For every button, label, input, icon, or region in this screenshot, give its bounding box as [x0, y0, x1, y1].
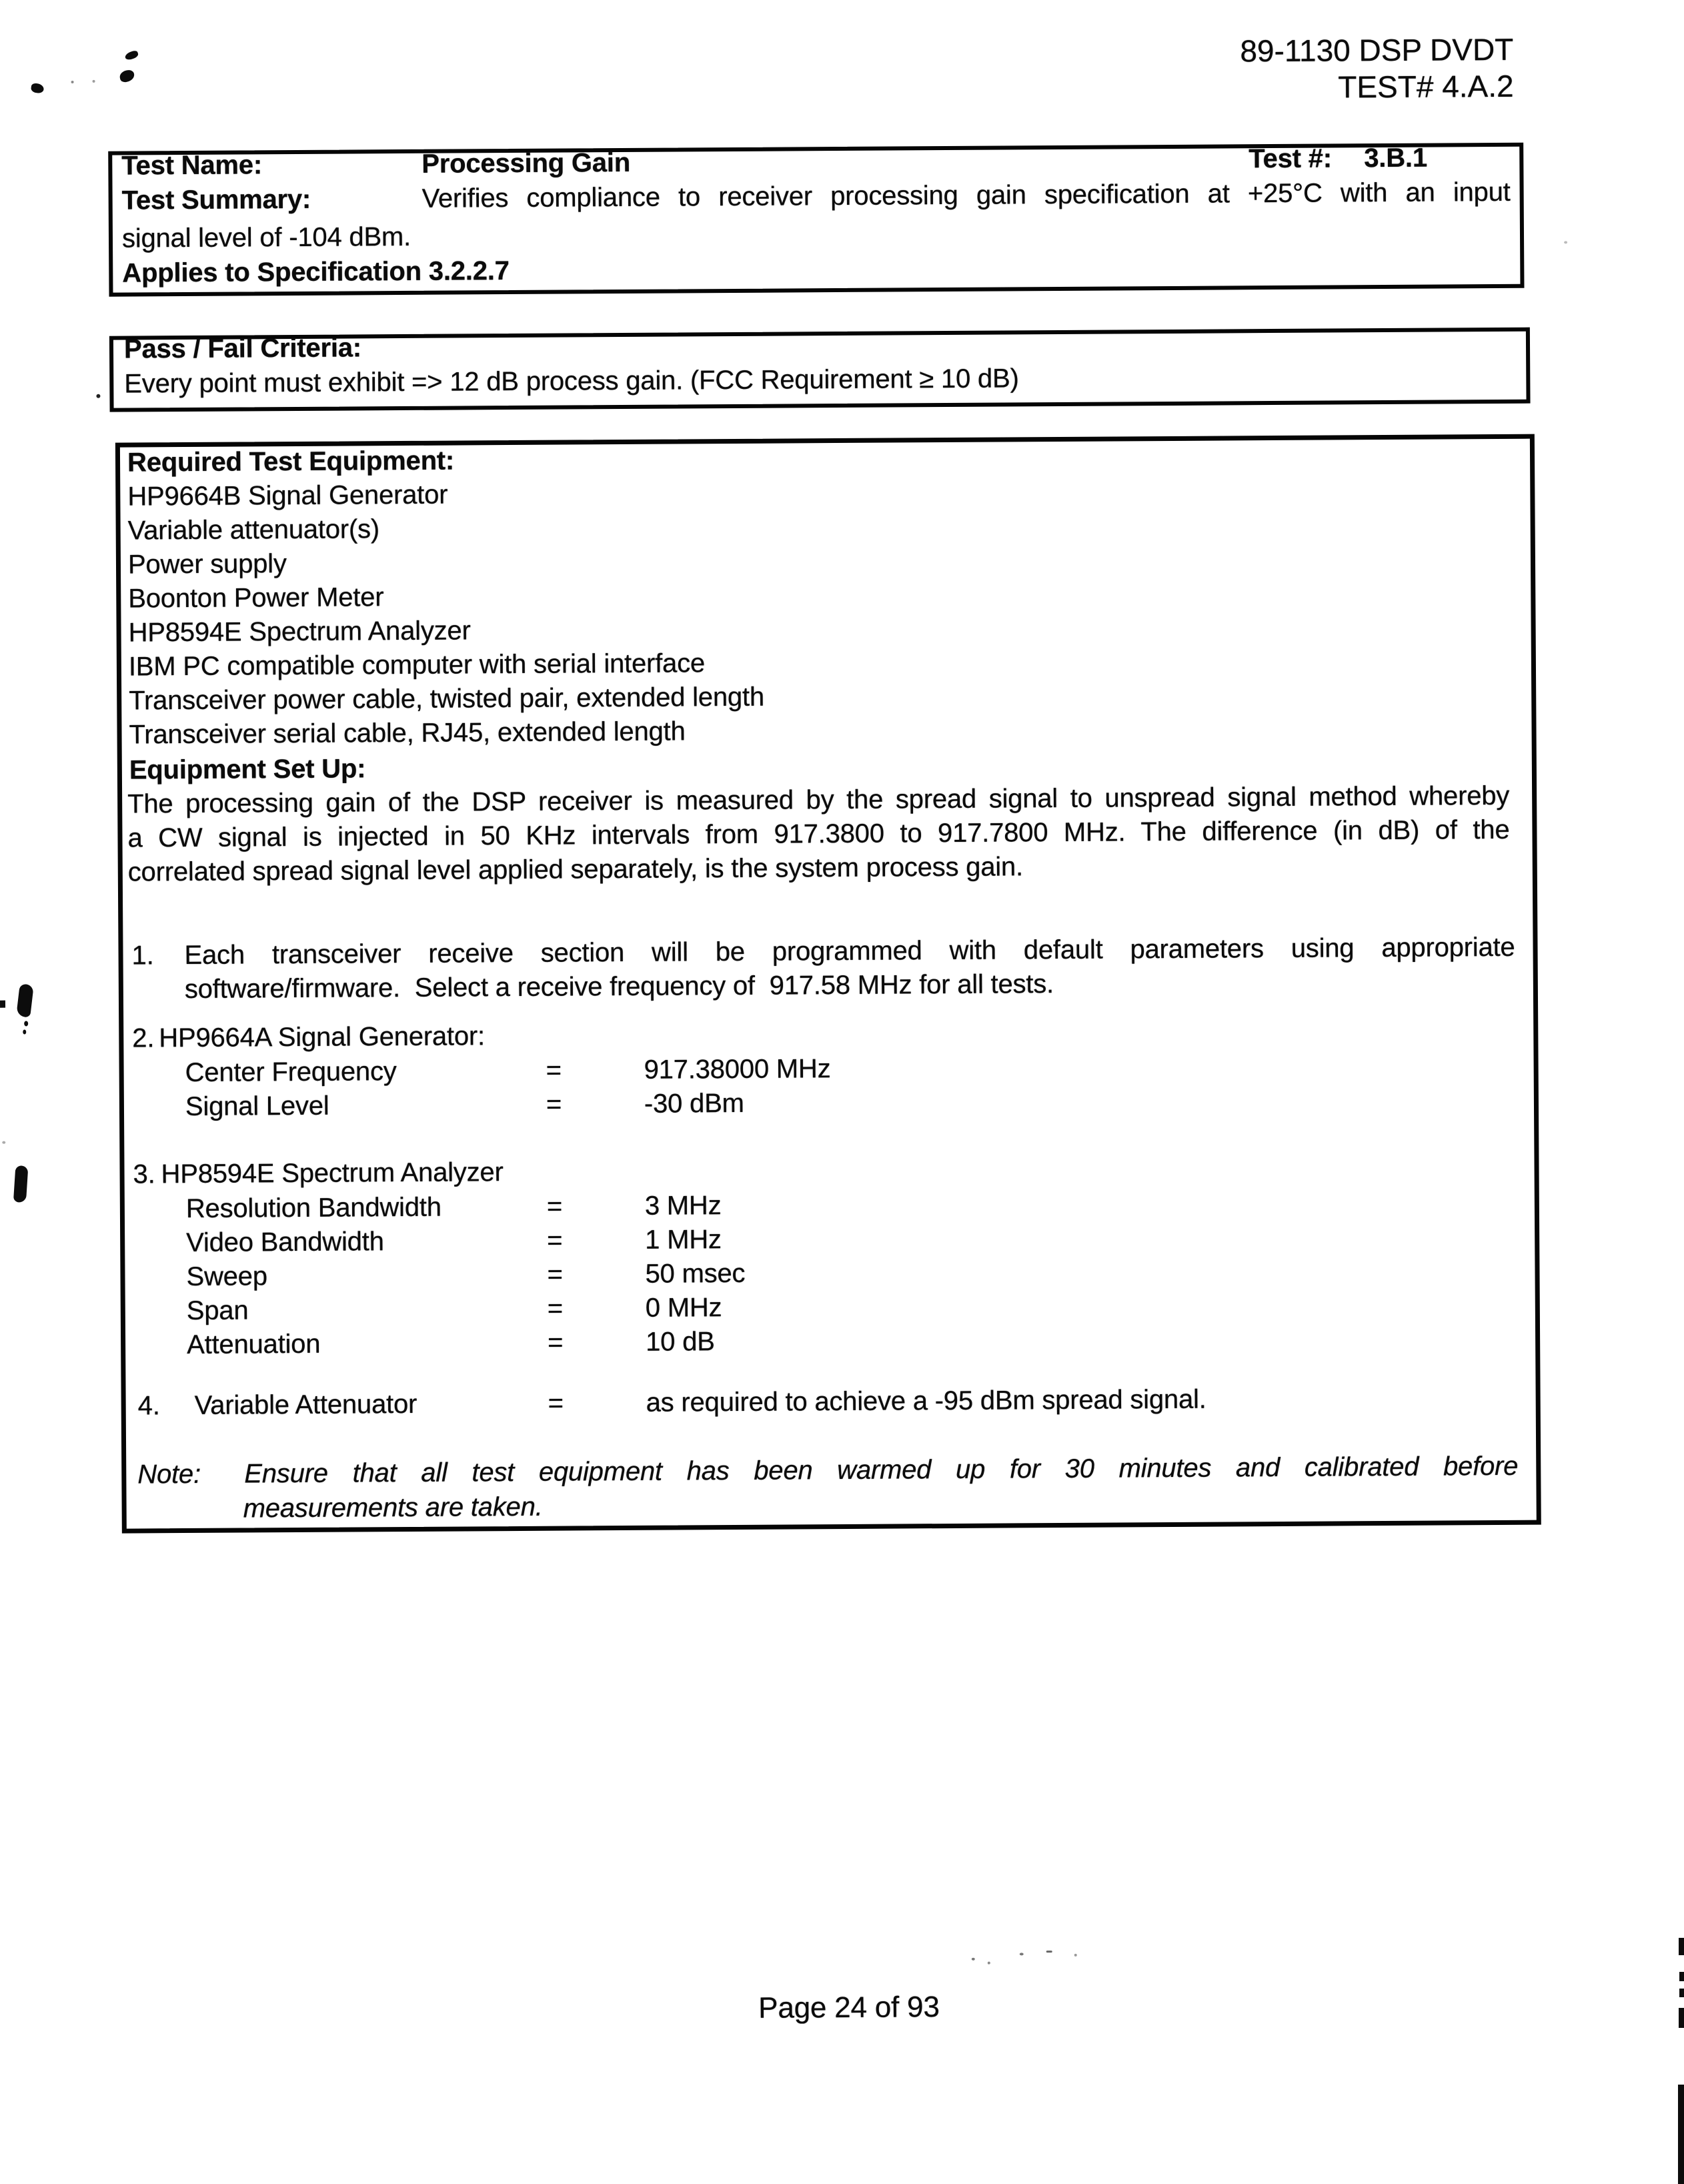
- step1-line1: Each transceiver receive section will be programmed with default parameters using appropriate: [184, 932, 1515, 971]
- step4-label: Variable Attenuator: [194, 1389, 417, 1420]
- setup-paragraph-line: The processing gain of the DSP receiver is measured by the spread signal to unspread signal method whereby: [127, 780, 1510, 819]
- test-number-value: 3.B.1: [1364, 143, 1428, 173]
- test-info-box: [108, 143, 1524, 297]
- ink-blob: [13, 1165, 28, 1203]
- setup-title: Equipment Set Up:: [129, 754, 366, 785]
- equipment-item: Boonton Power Meter: [128, 582, 384, 614]
- ink-dot: [96, 394, 100, 398]
- step3-number: 3.: [133, 1159, 155, 1189]
- test-reference: TEST# 4.A.2: [1338, 68, 1514, 105]
- param-label: Center Frequency: [185, 1057, 397, 1088]
- step3-title: HP8594E Spectrum Analyzer: [161, 1157, 504, 1189]
- equals-sign: =: [548, 1388, 564, 1418]
- scan-edge-artifact: [1679, 2008, 1684, 2028]
- ink-dot: [24, 1021, 28, 1026]
- param-value: 50 msec: [645, 1258, 746, 1289]
- test-name-label: Test Name:: [121, 150, 263, 181]
- note-line2: measurements are taken.: [243, 1492, 543, 1524]
- equals-sign: =: [547, 1327, 564, 1357]
- param-label: Signal Level: [185, 1091, 329, 1122]
- applies-to-specification: Applies to Specification 3.2.2.7: [122, 256, 510, 288]
- test-summary-label: Test Summary:: [121, 184, 311, 215]
- param-value: 1 MHz: [645, 1225, 722, 1255]
- setup-paragraph-line: correlated spread signal level applied separately, is the system process gain.: [127, 852, 1024, 887]
- test-summary-line2: signal level of -104 dBm.: [121, 221, 411, 253]
- param-value: 917.38000 MHz: [644, 1054, 831, 1085]
- param-value: -30 dBm: [644, 1088, 744, 1119]
- equipment-item: Transceiver power cable, twisted pair, extended length: [129, 682, 765, 716]
- pass-fail-box: [109, 328, 1531, 412]
- equipment-item: IBM PC compatible computer with serial interface: [128, 648, 706, 682]
- param-value: 3 MHz: [644, 1191, 722, 1221]
- page-indicator: Page 24 of 93: [758, 1991, 940, 2025]
- param-value: 0 MHz: [645, 1293, 722, 1323]
- ink-dot: [23, 1029, 26, 1034]
- equals-sign: =: [546, 1089, 562, 1119]
- equals-sign: =: [546, 1055, 562, 1085]
- ink-blob: [16, 983, 34, 1017]
- step1-line2: software/firmware. Select a receive frequency of 917.58 MHz for all tests.: [184, 969, 1054, 1005]
- step1-number: 1.: [131, 941, 154, 971]
- pass-fail-criteria: Every point must exhibit => 12 dB process gain. (FCC Requirement ≥ 10 dB): [124, 364, 1019, 399]
- equipment-item: HP8594E Spectrum Analyzer: [128, 616, 471, 648]
- equals-sign: =: [547, 1259, 563, 1289]
- test-summary-line1: Verifies compliance to receiver processing gain specification at +25°C with an input: [422, 177, 1511, 213]
- test-name-value: Processing Gain: [422, 147, 631, 179]
- step4-value: as required to achieve a -95 dBm spread signal.: [646, 1384, 1206, 1418]
- note-line1: Ensure that all test equipment has been warmed up for 30 minutes and calibrated before: [244, 1451, 1519, 1489]
- equipment-item: HP9664B Signal Generator: [127, 480, 448, 512]
- scan-edge-artifact: [1679, 1972, 1684, 1981]
- param-label: Resolution Bandwidth: [185, 1192, 442, 1224]
- ink-dot: [0, 1001, 5, 1008]
- equals-sign: =: [547, 1225, 563, 1255]
- scan-edge-artifact: [1678, 2085, 1684, 2184]
- param-label: Sweep: [186, 1261, 267, 1292]
- pass-fail-title: Pass / Fail Criteria:: [123, 333, 362, 364]
- equals-sign: =: [547, 1293, 564, 1323]
- param-value: 10 dB: [645, 1327, 715, 1357]
- test-number-label: Test #:: [1248, 143, 1332, 174]
- equipment-item: Variable attenuator(s): [127, 514, 380, 546]
- equipment-setup-box: [115, 434, 1541, 1534]
- step2-title: HP9664A Signal Generator:: [159, 1021, 486, 1053]
- setup-paragraph-line: a CW signal is injected in 50 KHz intervals from 917.3800 to 917.7800 MHz. The difference (in dB) of the: [127, 814, 1510, 853]
- equipment-title: Required Test Equipment:: [127, 446, 455, 478]
- ink-smudge: [119, 69, 135, 83]
- ink-smudge: [124, 50, 139, 61]
- step4-number: 4.: [137, 1391, 160, 1421]
- scan-edge-artifact: [1679, 1989, 1684, 1997]
- note-label: Note:: [137, 1459, 201, 1490]
- equals-sign: =: [546, 1191, 563, 1221]
- scan-edge-artifact: [1679, 1938, 1684, 1955]
- ink-smudge: [31, 83, 45, 93]
- step2-number: 2.: [132, 1023, 155, 1053]
- param-label: Video Bandwidth: [186, 1227, 384, 1258]
- document-id: 89-1130 DSP DVDT: [1240, 31, 1514, 69]
- param-label: Span: [186, 1295, 249, 1326]
- equipment-item: Transceiver serial cable, RJ45, extended length: [129, 716, 686, 750]
- equipment-item: Power supply: [127, 549, 287, 580]
- param-label: Attenuation: [186, 1329, 321, 1360]
